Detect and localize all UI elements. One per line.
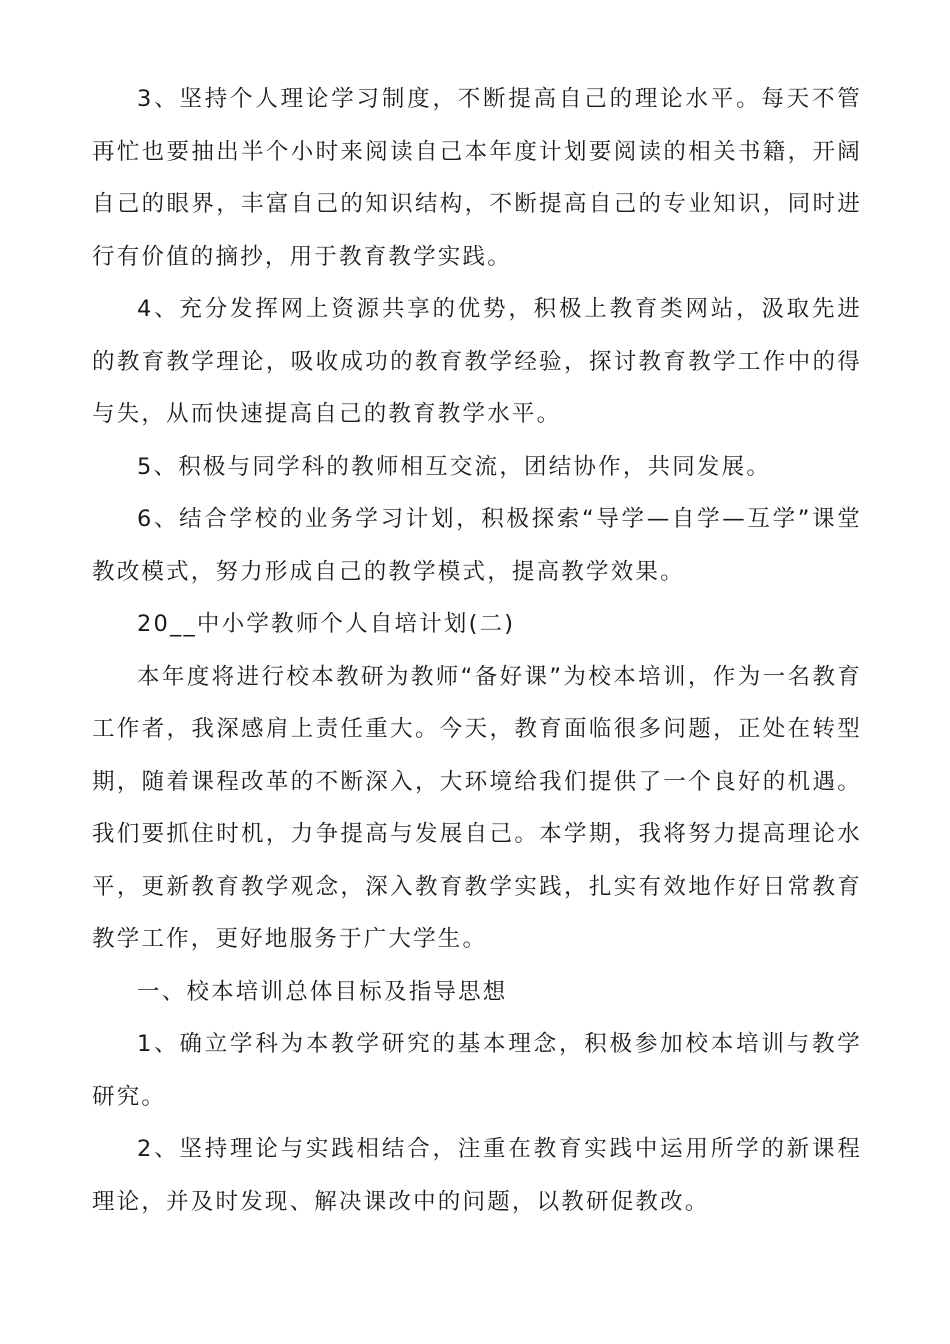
paragraph-item-6-teaching-mode: 6、结合学校的业务学习计划，积极探索“导学—自学—互学”课堂教改模式，努力形成自己的教学模式，提高教学效果。 [92,506,862,585]
paragraph-item-5-communication: 5、积极与同学科的教师相互交流，团结协作，共同发展。 [137,453,772,480]
paragraph-item-3-theory-study: 3、坚持个人理论学习制度，不断提高自己的理论水平。每天不管再忙也要抽出半个小时来阅读自己本年度计划要阅读的相关书籍，开阔自己的眼界，丰富自己的知识结构，不断提高自己的专业知识，同时进行有价值的摘抄，用于教育教学实践。 [92,86,862,270]
section-heading-goals: 一、校本培训总体目标及指导思想 [137,978,508,1005]
document-page [92,73,862,1228]
paragraph-goal-1: 1、确立学科为本教学研究的基本理念，积极参加校本培训与教学研究。 [92,1031,862,1110]
section-title-plan-two: 20__中小学教师个人自培计划(二) [137,611,516,637]
paragraph-item-4-online-resources: 4、充分发挥网上资源共享的优势，积极上教育类网站，汲取先进的教育教学理论，吸收成功的教育教学经验，探讨教育教学工作中的得与失，从而快速提高自己的教育教学水平。 [92,296,862,427]
paragraph-introduction: 本年度将进行校本教研为教师“备好课”为校本培训，作为一名教育工作者，我深感肩上责任重大。今天，教育面临很多问题，正处在转型期，随着课程改革的不断深入，大环境给我们提供了一个良好的机遇。我们要抓住时机，力争提高与发展自己。本学期，我将努力提高理论水平，更新教育教学观念，深入教育教学实践，扎实有效地作好日常教育教学工作，更好地服务于广大学生。 [92,663,862,952]
paragraph-goal-2: 2、坚持理论与实践相结合，注重在教育实践中运用所学的新课程理论，并及时发现、解决课改中的问题，以教研促教改。 [92,1136,862,1215]
